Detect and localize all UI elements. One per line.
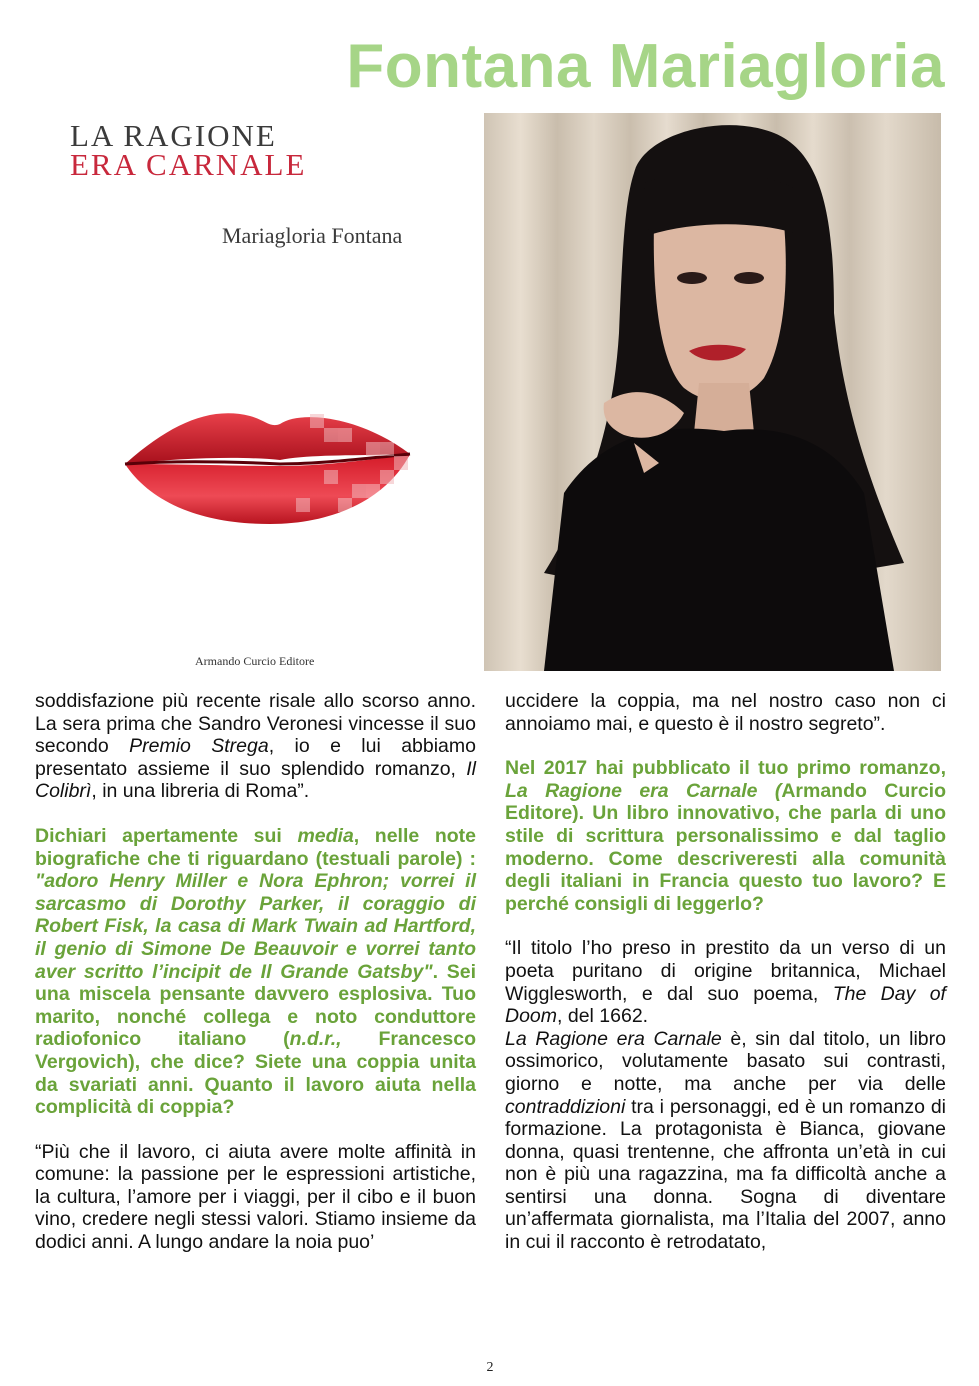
cover-title-line1: LA RAGIONE <box>70 118 277 153</box>
cover-author: Mariagloria Fontana <box>222 223 403 248</box>
interview-question: Dichiari apertamente sui media, nelle note biografiche che ti riguardano (testuali parole) : "adoro Henry Miller e Nora Ephron; vorrei il sarcasmo di Dorothy Parker, il coraggio di Robert Fisk, la casa di Mark Twain ad Hartford, il genio di Simone De Beauvoir e vorrei tanto aver scritto l’incipit de Il Grande Gatsby". Sei una miscela pensante davvero esplosiva. Tuo marito, nonché collega e noto conduttore radiofonico italiano (n.d.r., Francesco Vergovich), che dice? Siete una coppia unita da svariati anni. Quanto il lavoro aiuta nella complicità di coppia? <box>35 824 476 1119</box>
book-cover-image <box>35 104 475 674</box>
interview-question: Nel 2017 hai pubblicato il tuo primo romanzo, La Ragione era Carnale (Armando Curcio Editore). Un libro innovativo, che parla di uno stile di scrittura personalissimo e dal taglio moderno. Come descriveresti alla comunità degli italiani in Francia questo tuo lavoro? E perché consigli di leggerlo? <box>505 757 946 915</box>
cover-title-line2: ERA CARNALE <box>70 147 307 182</box>
page-number: 2 <box>486 1360 494 1375</box>
red-lips-illustration <box>120 394 430 534</box>
body-paragraph: “Più che il lavoro, ci aiuta avere molte affinità in comune: la passione per le espressioni artistiche, la cultura, l’amore per i viaggi, per il cibo e il buon vino, credere negli stessi valori. Stiamo insieme da dodici anni. A lungo andare la noia puo’ <box>35 1140 476 1254</box>
body-paragraph: La Ragione era Carnale è, sin dal titolo, un libro ossimorico, volutamente basato sui contrasti, giorno e notte, ma anche per via delle contraddizioni tra i personaggi, ed è un romanzo di formazione. La protagonista è Bianca, giovane donna, quasi trentenne, che affronta un’età in cui non è più una ragazzina, ma fa difficoltà anche a sentirsi una donna. Sogna di diventare un’affermata giornalista, ma l’Italia del 2007, anno in cui il racconto è retrodatato, <box>505 1027 946 1254</box>
article-column-left <box>35 690 476 1276</box>
author-photo <box>484 113 941 671</box>
page-title: Fontana Mariagloria <box>346 32 945 101</box>
body-paragraph: soddisfazione più recente risale allo scorso anno. La sera prima che Sandro Veronesi vincesse il suo secondo Premio Strega, io e lui abbiamo presentato assieme il suo splendido romanzo, Il Colibrì, in una libreria di Roma”. <box>35 690 476 803</box>
cover-publisher: Armando Curcio Editore <box>195 654 315 668</box>
body-paragraph: “Il titolo l’ho preso in prestito da un verso di un poeta puritano di origine britannica, Michael Wigglesworth, e dal suo poema, The Day of Doom, del 1662. <box>505 937 946 1028</box>
article-column-right <box>505 690 946 1276</box>
body-paragraph: uccidere la coppia, ma nel nostro caso non ci annoiamo mai, e questo è il nostro segreto”. <box>505 690 946 735</box>
